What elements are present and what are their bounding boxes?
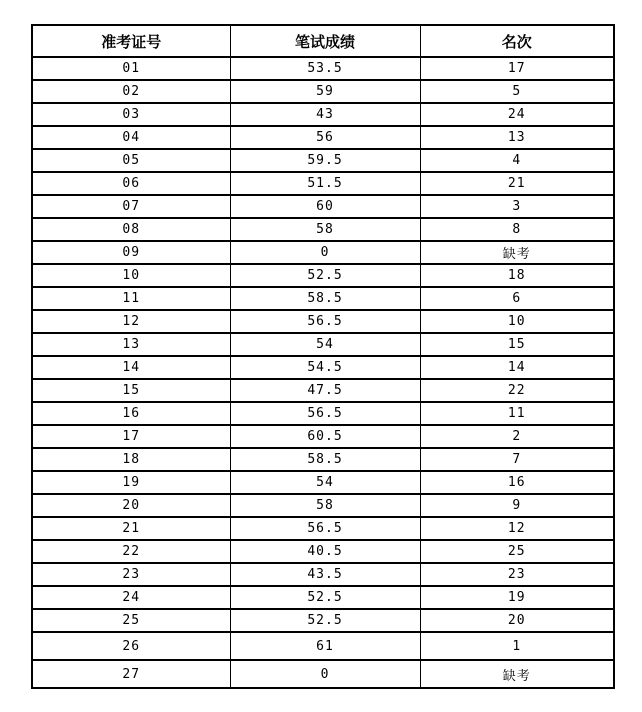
admission-number-cell: 04 (32, 126, 230, 149)
table-row (32, 57, 614, 80)
admission-number-cell: 11 (32, 287, 230, 310)
rank-cell: 16 (420, 471, 614, 494)
admission-number-cell: 20 (32, 494, 230, 517)
header-cell-admission-number: 准考证号 (32, 25, 230, 57)
rank-cell: 12 (420, 517, 614, 540)
table-row (32, 149, 614, 172)
table-row (32, 540, 614, 563)
admission-number-cell: 09 (32, 241, 230, 264)
rank-cell: 24 (420, 103, 614, 126)
table-row (32, 586, 614, 609)
rank-cell: 8 (420, 218, 614, 241)
written-score-cell: 54 (230, 333, 420, 356)
table-row (32, 80, 614, 103)
table-row (32, 195, 614, 218)
admission-number-cell: 17 (32, 425, 230, 448)
table-row (32, 609, 614, 632)
admission-number-cell: 10 (32, 264, 230, 287)
table-row (32, 356, 614, 379)
header-row (32, 25, 614, 57)
written-score-cell: 59.5 (230, 149, 420, 172)
table-row (32, 333, 614, 356)
rank-cell: 4 (420, 149, 614, 172)
table-row (32, 310, 614, 333)
admission-number-cell: 02 (32, 80, 230, 103)
rank-cell: 缺考 (420, 241, 614, 264)
admission-number-cell: 21 (32, 517, 230, 540)
table-row (32, 425, 614, 448)
written-score-cell: 58.5 (230, 448, 420, 471)
admission-number-cell: 05 (32, 149, 230, 172)
written-score-cell: 0 (230, 241, 420, 264)
written-score-cell: 52.5 (230, 264, 420, 287)
admission-number-cell: 26 (32, 632, 230, 660)
rank-cell: 25 (420, 540, 614, 563)
admission-number-cell: 14 (32, 356, 230, 379)
rank-cell: 9 (420, 494, 614, 517)
written-score-cell: 51.5 (230, 172, 420, 195)
admission-number-cell: 01 (32, 57, 230, 80)
written-score-cell: 52.5 (230, 586, 420, 609)
table-row (32, 402, 614, 425)
written-score-cell: 52.5 (230, 609, 420, 632)
rank-cell: 1 (420, 632, 614, 660)
table-row (32, 264, 614, 287)
written-score-cell: 54 (230, 471, 420, 494)
admission-number-cell: 23 (32, 563, 230, 586)
table-row (32, 517, 614, 540)
table-row (32, 448, 614, 471)
table-row (32, 563, 614, 586)
written-score-cell: 56.5 (230, 517, 420, 540)
written-score-cell: 56 (230, 126, 420, 149)
table-body (32, 57, 614, 688)
exam-score-table (31, 24, 615, 689)
written-score-cell: 58 (230, 218, 420, 241)
admission-number-cell: 22 (32, 540, 230, 563)
table-row (32, 103, 614, 126)
rank-cell: 10 (420, 310, 614, 333)
admission-number-cell: 18 (32, 448, 230, 471)
written-score-cell: 58.5 (230, 287, 420, 310)
admission-number-cell: 13 (32, 333, 230, 356)
admission-number-cell: 24 (32, 586, 230, 609)
rank-cell: 21 (420, 172, 614, 195)
table-row (32, 218, 614, 241)
table-row (32, 126, 614, 149)
rank-cell: 13 (420, 126, 614, 149)
rank-cell: 23 (420, 563, 614, 586)
admission-number-cell: 15 (32, 379, 230, 402)
table-row (32, 287, 614, 310)
written-score-cell: 60.5 (230, 425, 420, 448)
rank-cell: 20 (420, 609, 614, 632)
written-score-cell: 59 (230, 80, 420, 103)
rank-cell: 17 (420, 57, 614, 80)
admission-number-cell: 03 (32, 103, 230, 126)
written-score-cell: 60 (230, 195, 420, 218)
admission-number-cell: 25 (32, 609, 230, 632)
written-score-cell: 43.5 (230, 563, 420, 586)
admission-number-cell: 06 (32, 172, 230, 195)
rank-cell: 6 (420, 287, 614, 310)
table-row (32, 471, 614, 494)
rank-cell: 3 (420, 195, 614, 218)
written-score-cell: 0 (230, 660, 420, 688)
admission-number-cell: 27 (32, 660, 230, 688)
written-score-cell: 40.5 (230, 540, 420, 563)
header-cell-written-score: 笔试成绩 (230, 25, 420, 57)
rank-cell: 18 (420, 264, 614, 287)
admission-number-cell: 19 (32, 471, 230, 494)
table-row (32, 660, 614, 688)
admission-number-cell: 07 (32, 195, 230, 218)
written-score-cell: 58 (230, 494, 420, 517)
rank-cell: 11 (420, 402, 614, 425)
rank-cell: 14 (420, 356, 614, 379)
table-row (32, 172, 614, 195)
written-score-cell: 43 (230, 103, 420, 126)
table-row (32, 632, 614, 660)
header-cell-rank: 名次 (420, 25, 614, 57)
rank-cell: 缺考 (420, 660, 614, 688)
admission-number-cell: 08 (32, 218, 230, 241)
rank-cell: 22 (420, 379, 614, 402)
rank-cell: 19 (420, 586, 614, 609)
written-score-cell: 56.5 (230, 310, 420, 333)
written-score-cell: 56.5 (230, 402, 420, 425)
admission-number-cell: 16 (32, 402, 230, 425)
table-row (32, 379, 614, 402)
admission-number-cell: 12 (32, 310, 230, 333)
written-score-cell: 47.5 (230, 379, 420, 402)
written-score-cell: 53.5 (230, 57, 420, 80)
rank-cell: 2 (420, 425, 614, 448)
rank-cell: 5 (420, 80, 614, 103)
rank-cell: 7 (420, 448, 614, 471)
table-row (32, 241, 614, 264)
table-row (32, 494, 614, 517)
rank-cell: 15 (420, 333, 614, 356)
written-score-cell: 54.5 (230, 356, 420, 379)
written-score-cell: 61 (230, 632, 420, 660)
